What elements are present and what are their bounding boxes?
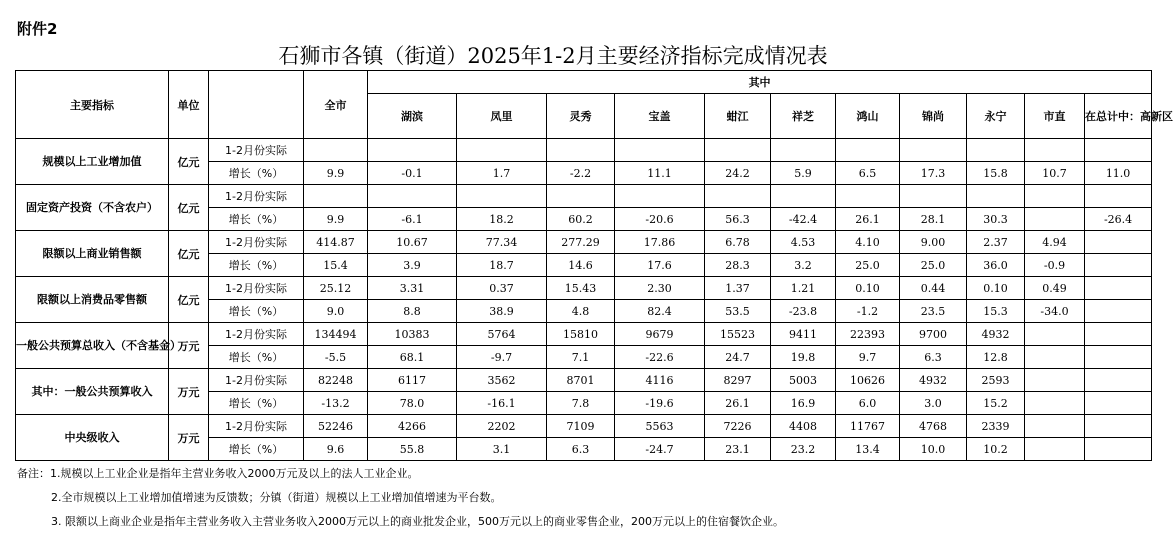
value-cell — [1085, 254, 1152, 277]
value-cell: 4768 — [900, 415, 967, 438]
value-cell: 9679 — [615, 323, 705, 346]
value-cell: 2339 — [967, 415, 1025, 438]
value-cell: 12.8 — [967, 346, 1025, 369]
value-cell: 36.0 — [967, 254, 1025, 277]
table-row — [16, 369, 1152, 392]
value-cell: 55.8 — [368, 438, 457, 461]
value-cell: 15.8 — [967, 162, 1025, 185]
value-cell: 28.3 — [705, 254, 771, 277]
header-area: 凤里 — [457, 94, 547, 139]
value-cell: 68.1 — [368, 346, 457, 369]
value-cell: 6.0 — [836, 392, 900, 415]
value-cell: 9.9 — [304, 208, 368, 231]
header-hightech: 在总计中：高新区 — [1085, 94, 1152, 139]
value-cell: 10.67 — [368, 231, 457, 254]
row-metric-label: 增长（%） — [209, 300, 304, 323]
value-cell: 6.3 — [900, 346, 967, 369]
value-cell — [1025, 208, 1085, 231]
indicator-unit: 亿元 — [169, 277, 209, 323]
value-cell: 22393 — [836, 323, 900, 346]
value-cell — [967, 139, 1025, 162]
header-whole-city: 全市 — [304, 71, 368, 139]
value-cell: 15.2 — [967, 392, 1025, 415]
value-cell — [457, 139, 547, 162]
attachment-label: 附件2 — [17, 20, 58, 38]
value-cell: 4116 — [615, 369, 705, 392]
value-cell: 6.3 — [547, 438, 615, 461]
notes — [17, 462, 784, 534]
value-cell — [1085, 346, 1152, 369]
row-metric-label: 1-2月份实际 — [209, 369, 304, 392]
value-cell — [1025, 415, 1085, 438]
header-area: 灵秀 — [547, 94, 615, 139]
row-metric-label: 1-2月份实际 — [209, 323, 304, 346]
value-cell: 30.3 — [967, 208, 1025, 231]
value-cell: 4.94 — [1025, 231, 1085, 254]
table-row — [16, 323, 1152, 346]
value-cell: -24.7 — [615, 438, 705, 461]
value-cell: -0.1 — [368, 162, 457, 185]
value-cell: -20.6 — [615, 208, 705, 231]
value-cell: 1.37 — [705, 277, 771, 300]
table-row — [16, 277, 1152, 300]
value-cell: -23.8 — [771, 300, 836, 323]
indicator-name: 限额以上商业销售额 — [16, 231, 169, 277]
value-cell — [547, 139, 615, 162]
value-cell: 8297 — [705, 369, 771, 392]
value-cell: 82.4 — [615, 300, 705, 323]
value-cell: 2.37 — [967, 231, 1025, 254]
value-cell: 56.3 — [705, 208, 771, 231]
note-line: 3. 限额以上商业企业是指年主营业务收入主营业务收入2000万元以上的商业批发企业，500万元以上的商业零售企业，200万元以上的住宿餐饮企业。 — [51, 515, 784, 528]
indicator-name: 固定资产投资（不含农户） — [16, 185, 169, 231]
value-cell — [1085, 438, 1152, 461]
value-cell: 2.30 — [615, 277, 705, 300]
indicator-name: 一般公共预算总收入（不含基金） — [16, 323, 169, 369]
value-cell: 15.3 — [967, 300, 1025, 323]
row-metric-label: 增长（%） — [209, 438, 304, 461]
value-cell: 23.1 — [705, 438, 771, 461]
value-cell: 3.9 — [368, 254, 457, 277]
value-cell — [1025, 392, 1085, 415]
value-cell: 18.2 — [457, 208, 547, 231]
value-cell: 0.49 — [1025, 277, 1085, 300]
value-cell: 23.2 — [771, 438, 836, 461]
value-cell: 134494 — [304, 323, 368, 346]
indicator-unit: 亿元 — [169, 139, 209, 185]
value-cell — [615, 139, 705, 162]
value-cell: 5563 — [615, 415, 705, 438]
value-cell — [1025, 369, 1085, 392]
row-metric-label: 1-2月份实际 — [209, 185, 304, 208]
value-cell: 10.2 — [967, 438, 1025, 461]
value-cell: 6.78 — [705, 231, 771, 254]
value-cell: 3562 — [457, 369, 547, 392]
header-area: 湖滨 — [368, 94, 457, 139]
row-metric-label: 1-2月份实际 — [209, 139, 304, 162]
value-cell: 9.7 — [836, 346, 900, 369]
row-metric-label: 1-2月份实际 — [209, 415, 304, 438]
value-cell — [967, 185, 1025, 208]
table-row — [16, 185, 1152, 208]
value-cell — [1025, 185, 1085, 208]
value-cell: 28.1 — [900, 208, 967, 231]
value-cell: -19.6 — [615, 392, 705, 415]
indicator-unit: 万元 — [169, 323, 209, 369]
value-cell — [1025, 346, 1085, 369]
value-cell: 4.53 — [771, 231, 836, 254]
row-metric-label: 增长（%） — [209, 254, 304, 277]
header-indicator: 主要指标 — [16, 71, 169, 139]
value-cell: 13.4 — [836, 438, 900, 461]
value-cell: 2593 — [967, 369, 1025, 392]
row-metric-label: 增长（%） — [209, 208, 304, 231]
value-cell: 0.10 — [836, 277, 900, 300]
value-cell: -42.4 — [771, 208, 836, 231]
value-cell: 16.9 — [771, 392, 836, 415]
value-cell: 2202 — [457, 415, 547, 438]
value-cell: 11.0 — [1085, 162, 1152, 185]
value-cell: 9.00 — [900, 231, 967, 254]
row-metric-label: 增长（%） — [209, 162, 304, 185]
value-cell — [1085, 300, 1152, 323]
value-cell: -2.2 — [547, 162, 615, 185]
value-cell: 53.5 — [705, 300, 771, 323]
value-cell: 9411 — [771, 323, 836, 346]
value-cell — [836, 185, 900, 208]
value-cell: 8.8 — [368, 300, 457, 323]
value-cell: 60.2 — [547, 208, 615, 231]
value-cell: 10.0 — [900, 438, 967, 461]
value-cell — [1085, 185, 1152, 208]
value-cell: 0.37 — [457, 277, 547, 300]
indicator-unit: 亿元 — [169, 185, 209, 231]
value-cell — [547, 185, 615, 208]
value-cell — [900, 185, 967, 208]
indicator-unit: 万元 — [169, 415, 209, 461]
value-cell: 277.29 — [547, 231, 615, 254]
value-cell — [368, 185, 457, 208]
value-cell: 19.8 — [771, 346, 836, 369]
value-cell — [1025, 438, 1085, 461]
header-area: 锦尚 — [900, 94, 967, 139]
value-cell — [900, 139, 967, 162]
row-metric-label: 增长（%） — [209, 392, 304, 415]
value-cell: 5764 — [457, 323, 547, 346]
table-row — [16, 231, 1152, 254]
value-cell: 25.0 — [900, 254, 967, 277]
value-cell — [304, 185, 368, 208]
row-metric-label: 1-2月份实际 — [209, 277, 304, 300]
value-cell: 7109 — [547, 415, 615, 438]
value-cell: -13.2 — [304, 392, 368, 415]
value-cell: 4.8 — [547, 300, 615, 323]
value-cell — [1085, 415, 1152, 438]
value-cell: -16.1 — [457, 392, 547, 415]
value-cell: 0.10 — [967, 277, 1025, 300]
value-cell — [705, 185, 771, 208]
indicator-name: 限额以上消费品零售额 — [16, 277, 169, 323]
value-cell: 1.7 — [457, 162, 547, 185]
value-cell — [1085, 369, 1152, 392]
value-cell: -26.4 — [1085, 208, 1152, 231]
value-cell: 26.1 — [705, 392, 771, 415]
header-blank — [209, 71, 304, 139]
value-cell: 9.9 — [304, 162, 368, 185]
header-area: 蚶江 — [705, 94, 771, 139]
value-cell: 10.7 — [1025, 162, 1085, 185]
value-cell: 24.7 — [705, 346, 771, 369]
row-metric-label: 增长（%） — [209, 346, 304, 369]
value-cell: 24.2 — [705, 162, 771, 185]
table-row — [16, 415, 1152, 438]
header-area: 永宁 — [967, 94, 1025, 139]
value-cell: 4408 — [771, 415, 836, 438]
value-cell: 414.87 — [304, 231, 368, 254]
value-cell: 1.21 — [771, 277, 836, 300]
value-cell: 25.12 — [304, 277, 368, 300]
value-cell: 17.86 — [615, 231, 705, 254]
row-metric-label: 1-2月份实际 — [209, 231, 304, 254]
value-cell — [771, 185, 836, 208]
value-cell — [705, 139, 771, 162]
value-cell — [304, 139, 368, 162]
value-cell: 3.31 — [368, 277, 457, 300]
value-cell: 18.7 — [457, 254, 547, 277]
value-cell — [457, 185, 547, 208]
value-cell: 15810 — [547, 323, 615, 346]
value-cell: 10626 — [836, 369, 900, 392]
header-area: 市直 — [1025, 94, 1085, 139]
value-cell — [1085, 139, 1152, 162]
value-cell: 26.1 — [836, 208, 900, 231]
value-cell: 78.0 — [368, 392, 457, 415]
value-cell: 17.6 — [615, 254, 705, 277]
value-cell: 4932 — [900, 369, 967, 392]
value-cell: -22.6 — [615, 346, 705, 369]
value-cell: -9.7 — [457, 346, 547, 369]
indicator-name: 中央级收入 — [16, 415, 169, 461]
value-cell — [1085, 231, 1152, 254]
value-cell: 3.1 — [457, 438, 547, 461]
value-cell — [1085, 323, 1152, 346]
value-cell: 3.0 — [900, 392, 967, 415]
value-cell: 77.34 — [457, 231, 547, 254]
value-cell: 7226 — [705, 415, 771, 438]
value-cell: 5.9 — [771, 162, 836, 185]
value-cell: -0.9 — [1025, 254, 1085, 277]
indicator-name: 规模以上工业增加值 — [16, 139, 169, 185]
header-among: 其中 — [368, 71, 1152, 94]
value-cell: 15.43 — [547, 277, 615, 300]
value-cell — [1025, 139, 1085, 162]
note-line: 2.全市规模以上工业增加值增速为反馈数；分镇（街道）规模以上工业增加值增速为平台数。 — [51, 491, 502, 504]
indicator-unit: 万元 — [169, 369, 209, 415]
value-cell: 6117 — [368, 369, 457, 392]
value-cell: 38.9 — [457, 300, 547, 323]
note-line: 备注：1.规模以上工业企业是指年主营业务收入2000万元及以上的法人工业企业。 — [17, 467, 419, 480]
value-cell: -6.1 — [368, 208, 457, 231]
value-cell: 7.1 — [547, 346, 615, 369]
value-cell: 4266 — [368, 415, 457, 438]
header-unit: 单位 — [169, 71, 209, 139]
value-cell: 6.5 — [836, 162, 900, 185]
page-title: 石狮市各镇（街道）2025年1-2月主要经济指标完成情况表 — [278, 44, 828, 68]
value-cell — [836, 139, 900, 162]
value-cell: 5003 — [771, 369, 836, 392]
value-cell — [1085, 277, 1152, 300]
value-cell: 3.2 — [771, 254, 836, 277]
value-cell: 15.4 — [304, 254, 368, 277]
header-area: 祥芝 — [771, 94, 836, 139]
value-cell — [368, 139, 457, 162]
value-cell: -34.0 — [1025, 300, 1085, 323]
value-cell: 10383 — [368, 323, 457, 346]
value-cell: 15523 — [705, 323, 771, 346]
value-cell: 7.8 — [547, 392, 615, 415]
value-cell: 25.0 — [836, 254, 900, 277]
header-area: 鸿山 — [836, 94, 900, 139]
value-cell: 8701 — [547, 369, 615, 392]
value-cell: 82248 — [304, 369, 368, 392]
value-cell — [1085, 392, 1152, 415]
value-cell: -1.2 — [836, 300, 900, 323]
value-cell — [615, 185, 705, 208]
value-cell: 17.3 — [900, 162, 967, 185]
table-row — [16, 139, 1152, 162]
value-cell: 23.5 — [900, 300, 967, 323]
value-cell: 52246 — [304, 415, 368, 438]
indicator-unit: 亿元 — [169, 231, 209, 277]
value-cell: 11.1 — [615, 162, 705, 185]
value-cell: 0.44 — [900, 277, 967, 300]
indicator-name: 其中：一般公共预算收入 — [16, 369, 169, 415]
value-cell: -5.5 — [304, 346, 368, 369]
indicators-table — [15, 70, 1173, 461]
value-cell — [1025, 323, 1085, 346]
value-cell — [771, 139, 836, 162]
value-cell: 11767 — [836, 415, 900, 438]
header-area: 宝盖 — [615, 94, 705, 139]
value-cell: 4932 — [967, 323, 1025, 346]
value-cell: 14.6 — [547, 254, 615, 277]
value-cell: 9.6 — [304, 438, 368, 461]
value-cell: 9700 — [900, 323, 967, 346]
value-cell: 9.0 — [304, 300, 368, 323]
value-cell: 4.10 — [836, 231, 900, 254]
